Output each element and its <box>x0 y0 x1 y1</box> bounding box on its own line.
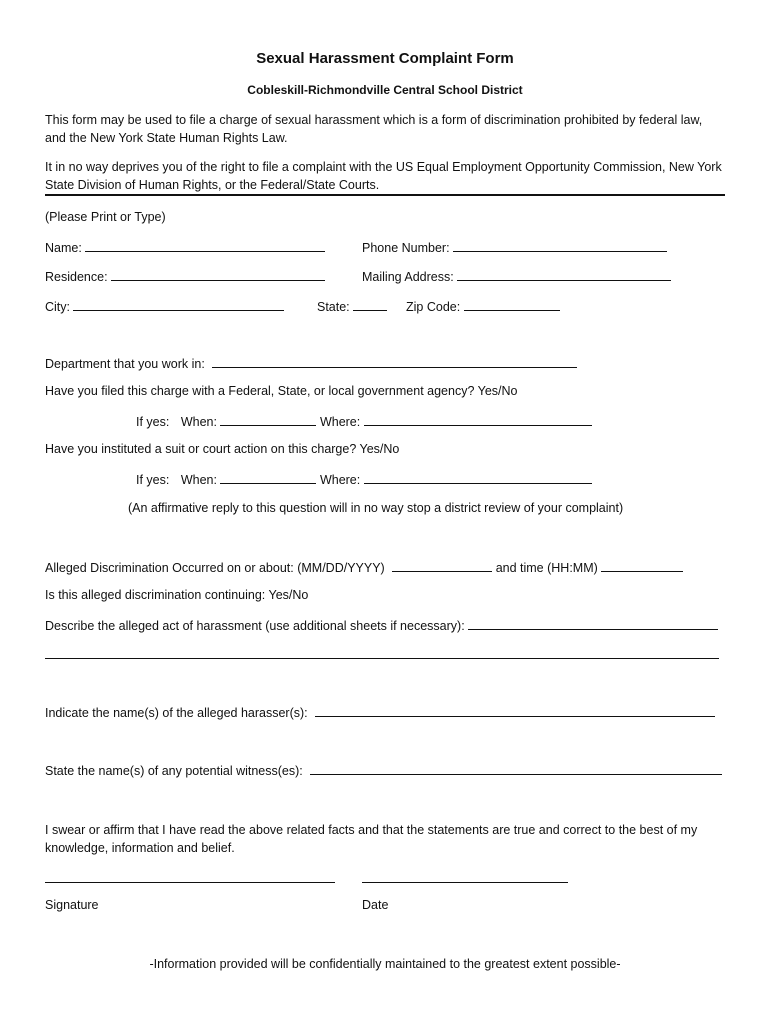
city-label: City: <box>45 300 70 314</box>
filed-where-field[interactable] <box>364 413 592 426</box>
harasser-label: Indicate the name(s) of the alleged harasser(s): <box>45 706 308 720</box>
suit-where-field[interactable] <box>364 471 592 484</box>
mailing-row <box>362 268 671 284</box>
name-field[interactable] <box>85 239 325 252</box>
suit-question: Have you instituted a suit or court action on this charge? Yes/No <box>45 442 400 456</box>
mailing-label: Mailing Address: <box>362 270 454 284</box>
witness-row <box>45 762 722 778</box>
if-yes-label: If yes: <box>136 415 170 429</box>
intro-paragraph-2: It in no way deprives you of the right to file a complaint with the US Equal Employment Opportunity Commission, New York State Division of Human Rights, or the Federal/State Courts. <box>45 160 722 192</box>
signature-line-wrap <box>45 870 335 886</box>
residence-row <box>45 268 325 284</box>
mailing-field[interactable] <box>457 268 671 281</box>
phone-row <box>362 239 667 255</box>
print-note: (Please Print or Type) <box>45 210 166 224</box>
describe-continuation <box>45 646 719 662</box>
describe-field-line-2[interactable] <box>45 646 719 659</box>
filed-if-yes-row <box>136 413 592 429</box>
department-row <box>45 355 577 371</box>
suit-if-yes-row <box>136 471 592 487</box>
state-field[interactable] <box>353 298 387 311</box>
state-label: State: <box>317 300 350 314</box>
signature-field[interactable] <box>45 870 335 883</box>
residence-label: Residence: <box>45 270 108 284</box>
filed-question: Have you filed this charge with a Federal, State, or local government agency? Yes/No <box>45 384 518 398</box>
describe-row <box>45 617 718 633</box>
occurred-label: Alleged Discrimination Occurred on or about: (MM/DD/YYYY) <box>45 561 385 575</box>
affirmative-note: (An affirmative reply to this question will in no way stop a district review of your complaint) <box>128 501 624 515</box>
date-field[interactable] <box>362 870 568 883</box>
phone-label: Phone Number: <box>362 241 450 255</box>
harasser-row <box>45 704 715 720</box>
zip-field[interactable] <box>464 298 560 311</box>
where-label: Where: <box>319 415 361 429</box>
zip-row <box>406 298 560 314</box>
city-field[interactable] <box>73 298 284 311</box>
occurred-row <box>45 559 683 575</box>
describe-label: Describe the alleged act of harassment (use additional sheets if necessary): <box>45 619 465 633</box>
occurred-date-field[interactable] <box>392 559 492 572</box>
when-label: When: <box>180 473 217 487</box>
intro-paragraph-1: This form may be used to file a charge of sexual harassment which is a form of discrimination prohibited by federal law, and the New York State Human Rights Law. <box>45 113 703 145</box>
occurred-time-field[interactable] <box>601 559 683 572</box>
suit-when-field[interactable] <box>220 471 316 484</box>
department-field[interactable] <box>212 355 577 368</box>
filed-when-field[interactable] <box>220 413 316 426</box>
when-label: When: <box>180 415 217 429</box>
zip-label: Zip Code: <box>406 300 461 314</box>
where-label: Where: <box>319 473 361 487</box>
district-name: Cobleskill-Richmondville Central School District <box>247 83 523 97</box>
if-yes-label: If yes: <box>136 473 170 487</box>
form-title: Sexual Harassment Complaint Form <box>256 50 514 67</box>
harasser-field[interactable] <box>315 704 715 717</box>
department-label: Department that you work in: <box>45 357 205 371</box>
witness-field[interactable] <box>310 762 722 775</box>
describe-field[interactable] <box>468 617 718 630</box>
name-row <box>45 239 325 255</box>
residence-field[interactable] <box>111 268 325 281</box>
city-row <box>45 298 284 314</box>
time-label: and time (HH:MM) <box>495 561 598 575</box>
continuing-question: Is this alleged discrimination continuing: Yes/No <box>45 588 309 602</box>
divider-rule <box>45 194 725 196</box>
signature-label: Signature <box>45 898 99 912</box>
confidentiality-footer: -Information provided will be confidentially maintained to the greatest extent possible- <box>149 957 621 971</box>
state-row <box>317 298 387 314</box>
date-line-wrap <box>362 870 568 886</box>
phone-field[interactable] <box>453 239 667 252</box>
witness-label: State the name(s) of any potential witness(es): <box>45 764 303 778</box>
affirmation-statement: I swear or affirm that I have read the above related facts and that the statements are true and correct to the best of my knowledge, information and belief. <box>45 823 698 855</box>
date-label: Date <box>362 898 389 912</box>
name-label: Name: <box>45 241 82 255</box>
